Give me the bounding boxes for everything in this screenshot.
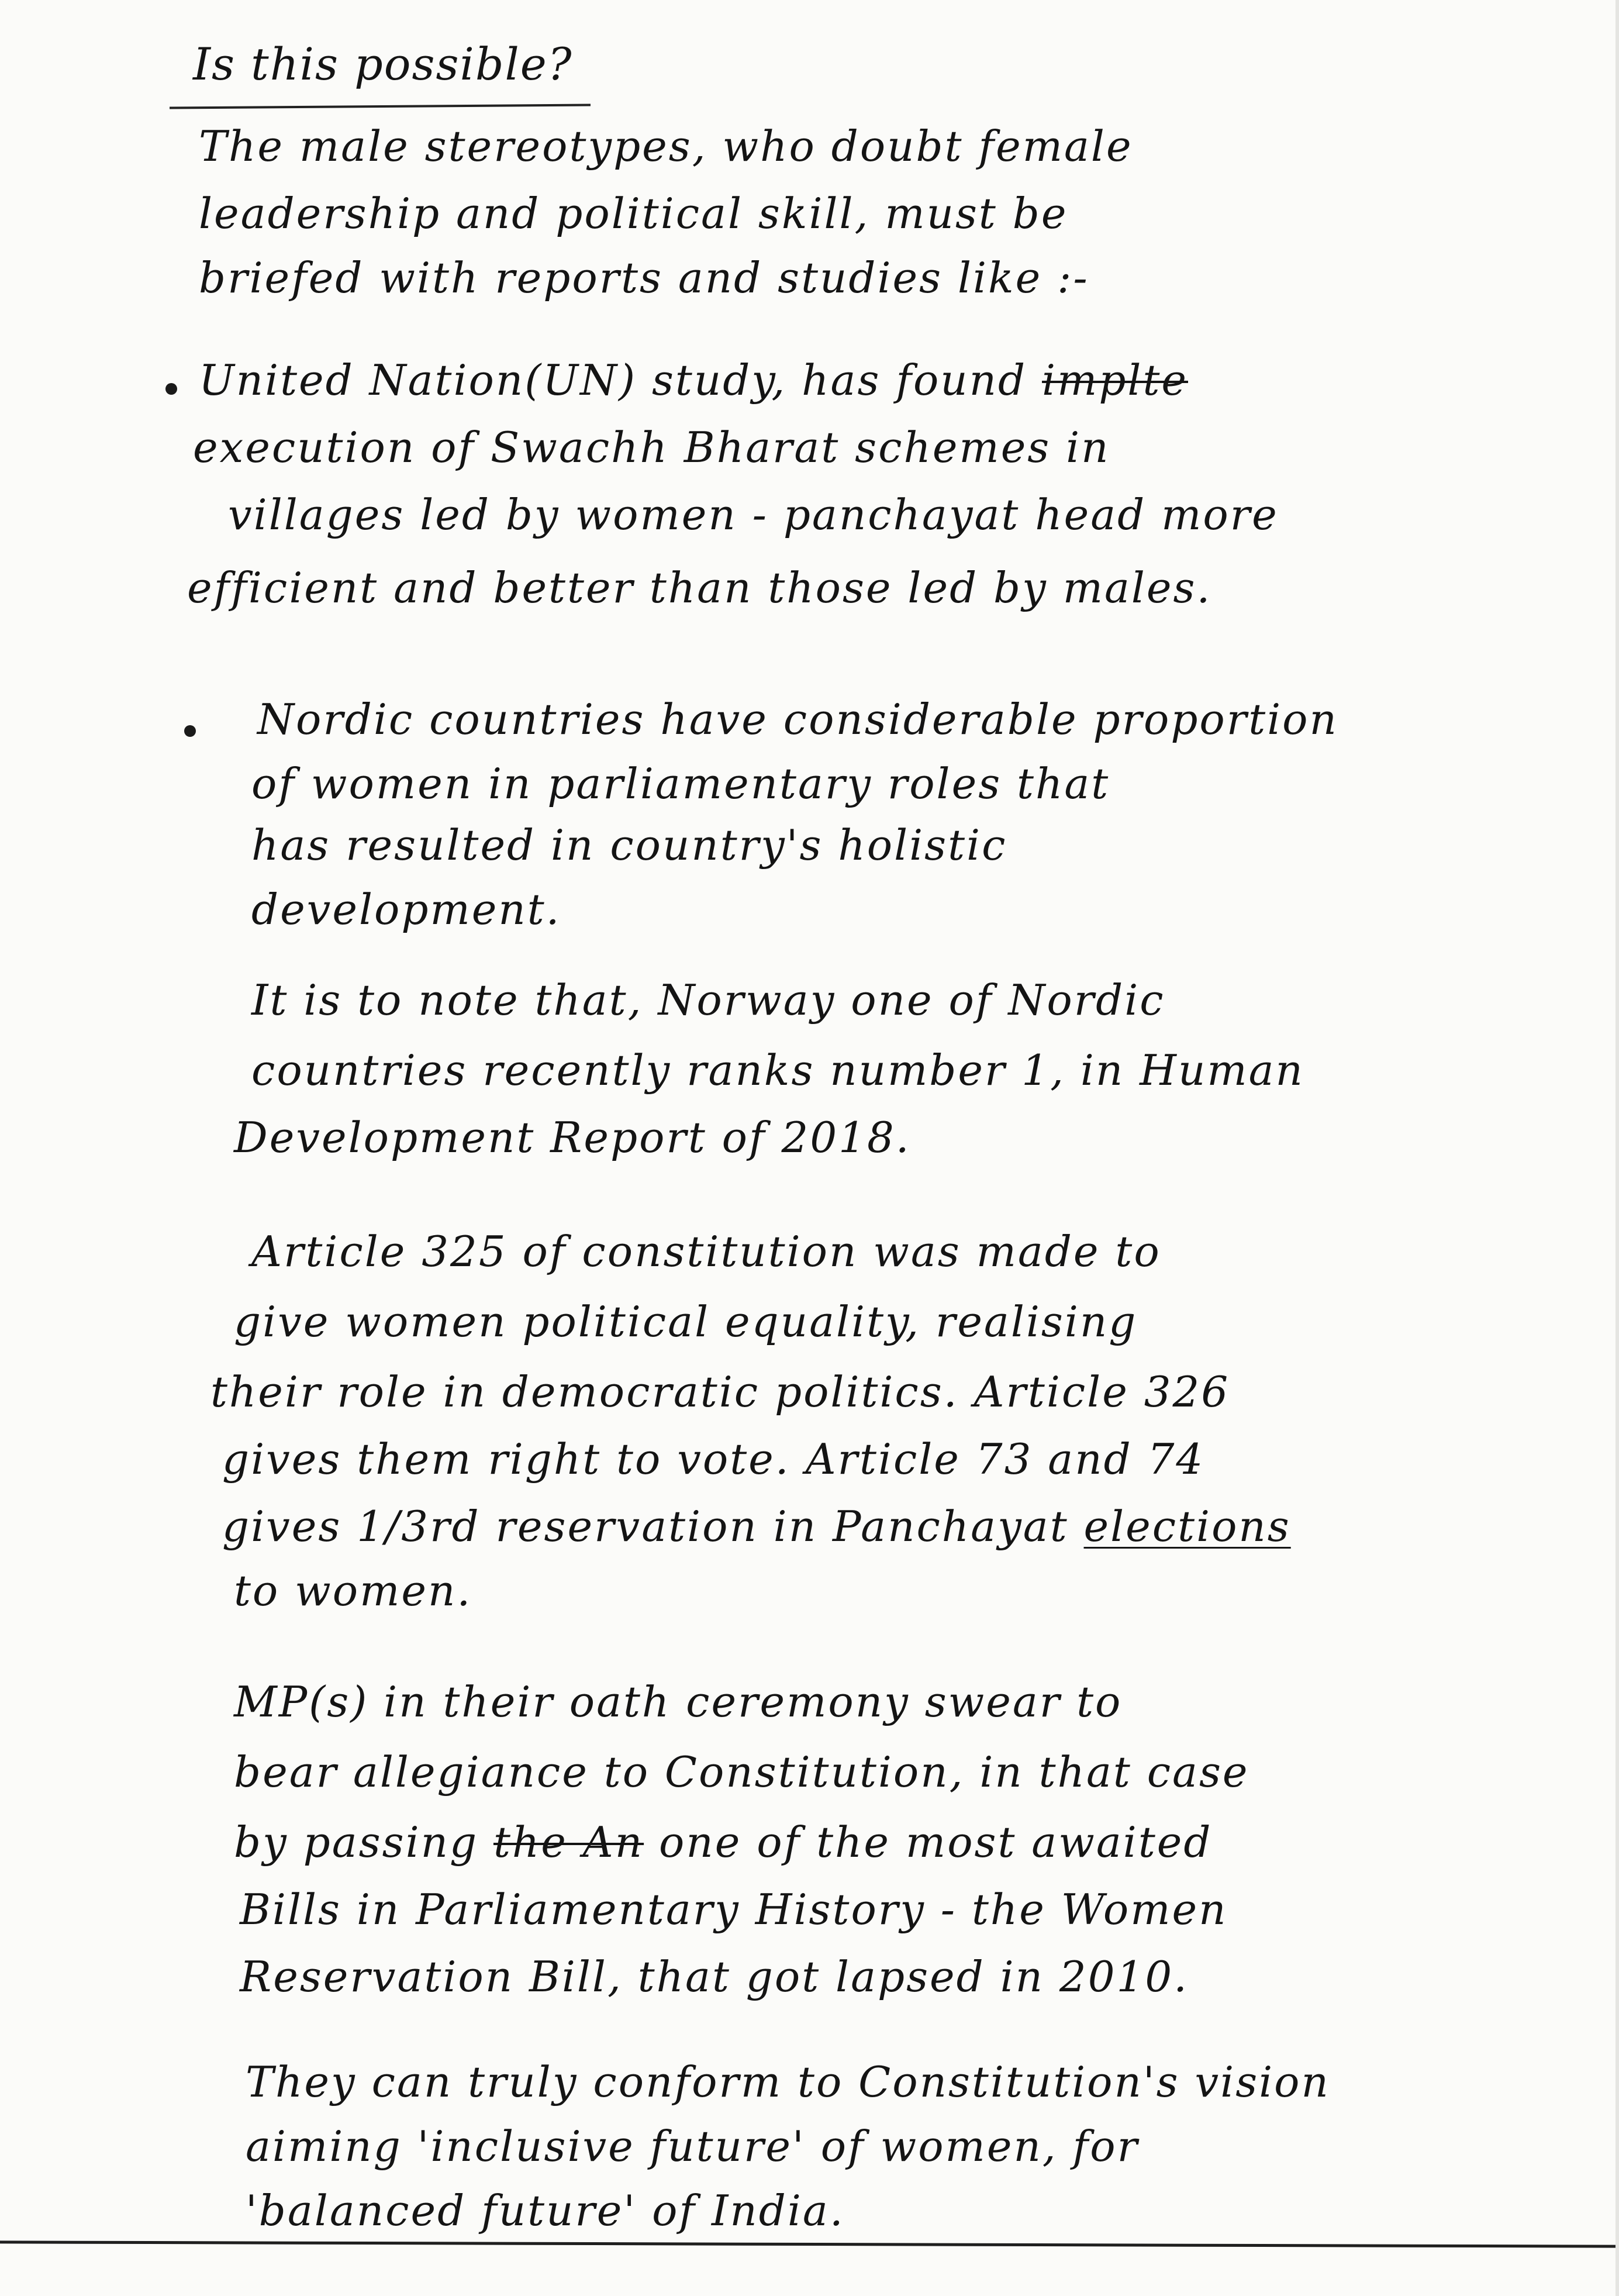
mps-line-3-text: by passing bbox=[234, 1818, 479, 1867]
article-line-5 bbox=[222, 1497, 1291, 1556]
article-line-1: Article 325 of constitution was made to bbox=[251, 1227, 1161, 1276]
bullet-dot-1 bbox=[165, 383, 177, 395]
article-line-5-text: gives 1/3rd reservation in Panchayat bbox=[222, 1502, 1069, 1551]
bullet2-line-4: development. bbox=[251, 885, 561, 934]
bullet-dot-2 bbox=[184, 725, 196, 737]
bullet1-line-2: execution of Swachh Bharat schemes in bbox=[193, 423, 1110, 472]
mps-line-1: MP(s) in their oath ceremony swear to bbox=[234, 1677, 1123, 1726]
bullet2-line-3: has resulted in country's holistic bbox=[251, 821, 1007, 870]
struck-word: implte bbox=[1042, 356, 1188, 405]
norway-line-3: Development Report of 2018. bbox=[234, 1113, 911, 1162]
struck-phrase: the An bbox=[493, 1818, 644, 1867]
closing-line-1: They can truly conform to Constitution's vision bbox=[246, 2057, 1330, 2107]
article-line-6: to women. bbox=[234, 1566, 472, 1615]
article-line-3: their role in democratic politics. Article 326 bbox=[210, 1367, 1230, 1416]
bullet1-line-1-text: United Nation(UN) study, has found bbox=[199, 356, 1027, 405]
article-line-4 bbox=[222, 1430, 1204, 1488]
page-edge-shadow bbox=[1615, 0, 1619, 2296]
mps-line-4: Bills in Parliamentary History - the Women bbox=[240, 1885, 1228, 1934]
bullet1-line-1 bbox=[199, 351, 1188, 409]
bullet1-line-4: efficient and better than those led by males. bbox=[187, 563, 1212, 612]
mps-line-5: Reservation Bill, that got lapsed in 2010. bbox=[240, 1952, 1189, 2001]
bullet2-line-1: Nordic countries have considerable proportion bbox=[257, 695, 1338, 744]
norway-line-1: It is to note that, Norway one of Nordic bbox=[251, 975, 1165, 1025]
intro-line-3: briefed with reports and studies like :- bbox=[199, 253, 1089, 302]
mps-line-3-rest: one of the most awaited bbox=[659, 1818, 1213, 1867]
intro-line-1: The male stereotypes, who doubt female bbox=[199, 122, 1133, 171]
closing-line-3: 'balanced future' of India. bbox=[246, 2186, 845, 2235]
article-line-4-rest: Article 73 and 74 bbox=[805, 1435, 1205, 1484]
mps-line-2: bear allegiance to Constitution, in that case bbox=[234, 1747, 1249, 1797]
bullet1-line-3: villages led by women - panchayat head more bbox=[228, 490, 1279, 539]
page-heading: Is this possible? bbox=[193, 38, 573, 90]
underlined-word: elections bbox=[1083, 1502, 1291, 1551]
closing-line-2: aiming 'inclusive future' of women, for bbox=[246, 2122, 1139, 2171]
intro-line-2: leadership and political skill, must be bbox=[199, 189, 1068, 238]
bottom-rule bbox=[0, 2240, 1619, 2247]
mps-line-3 bbox=[234, 1813, 1212, 1871]
article-line-2: give women political equality, realising bbox=[234, 1297, 1138, 1346]
bullet2-line-2: of women in parliamentary roles that bbox=[251, 759, 1110, 808]
norway-line-2: countries recently ranks number 1, in Human bbox=[251, 1046, 1304, 1095]
article-line-4-text: gives them right to vote. bbox=[222, 1435, 790, 1484]
heading-underline bbox=[170, 104, 591, 109]
